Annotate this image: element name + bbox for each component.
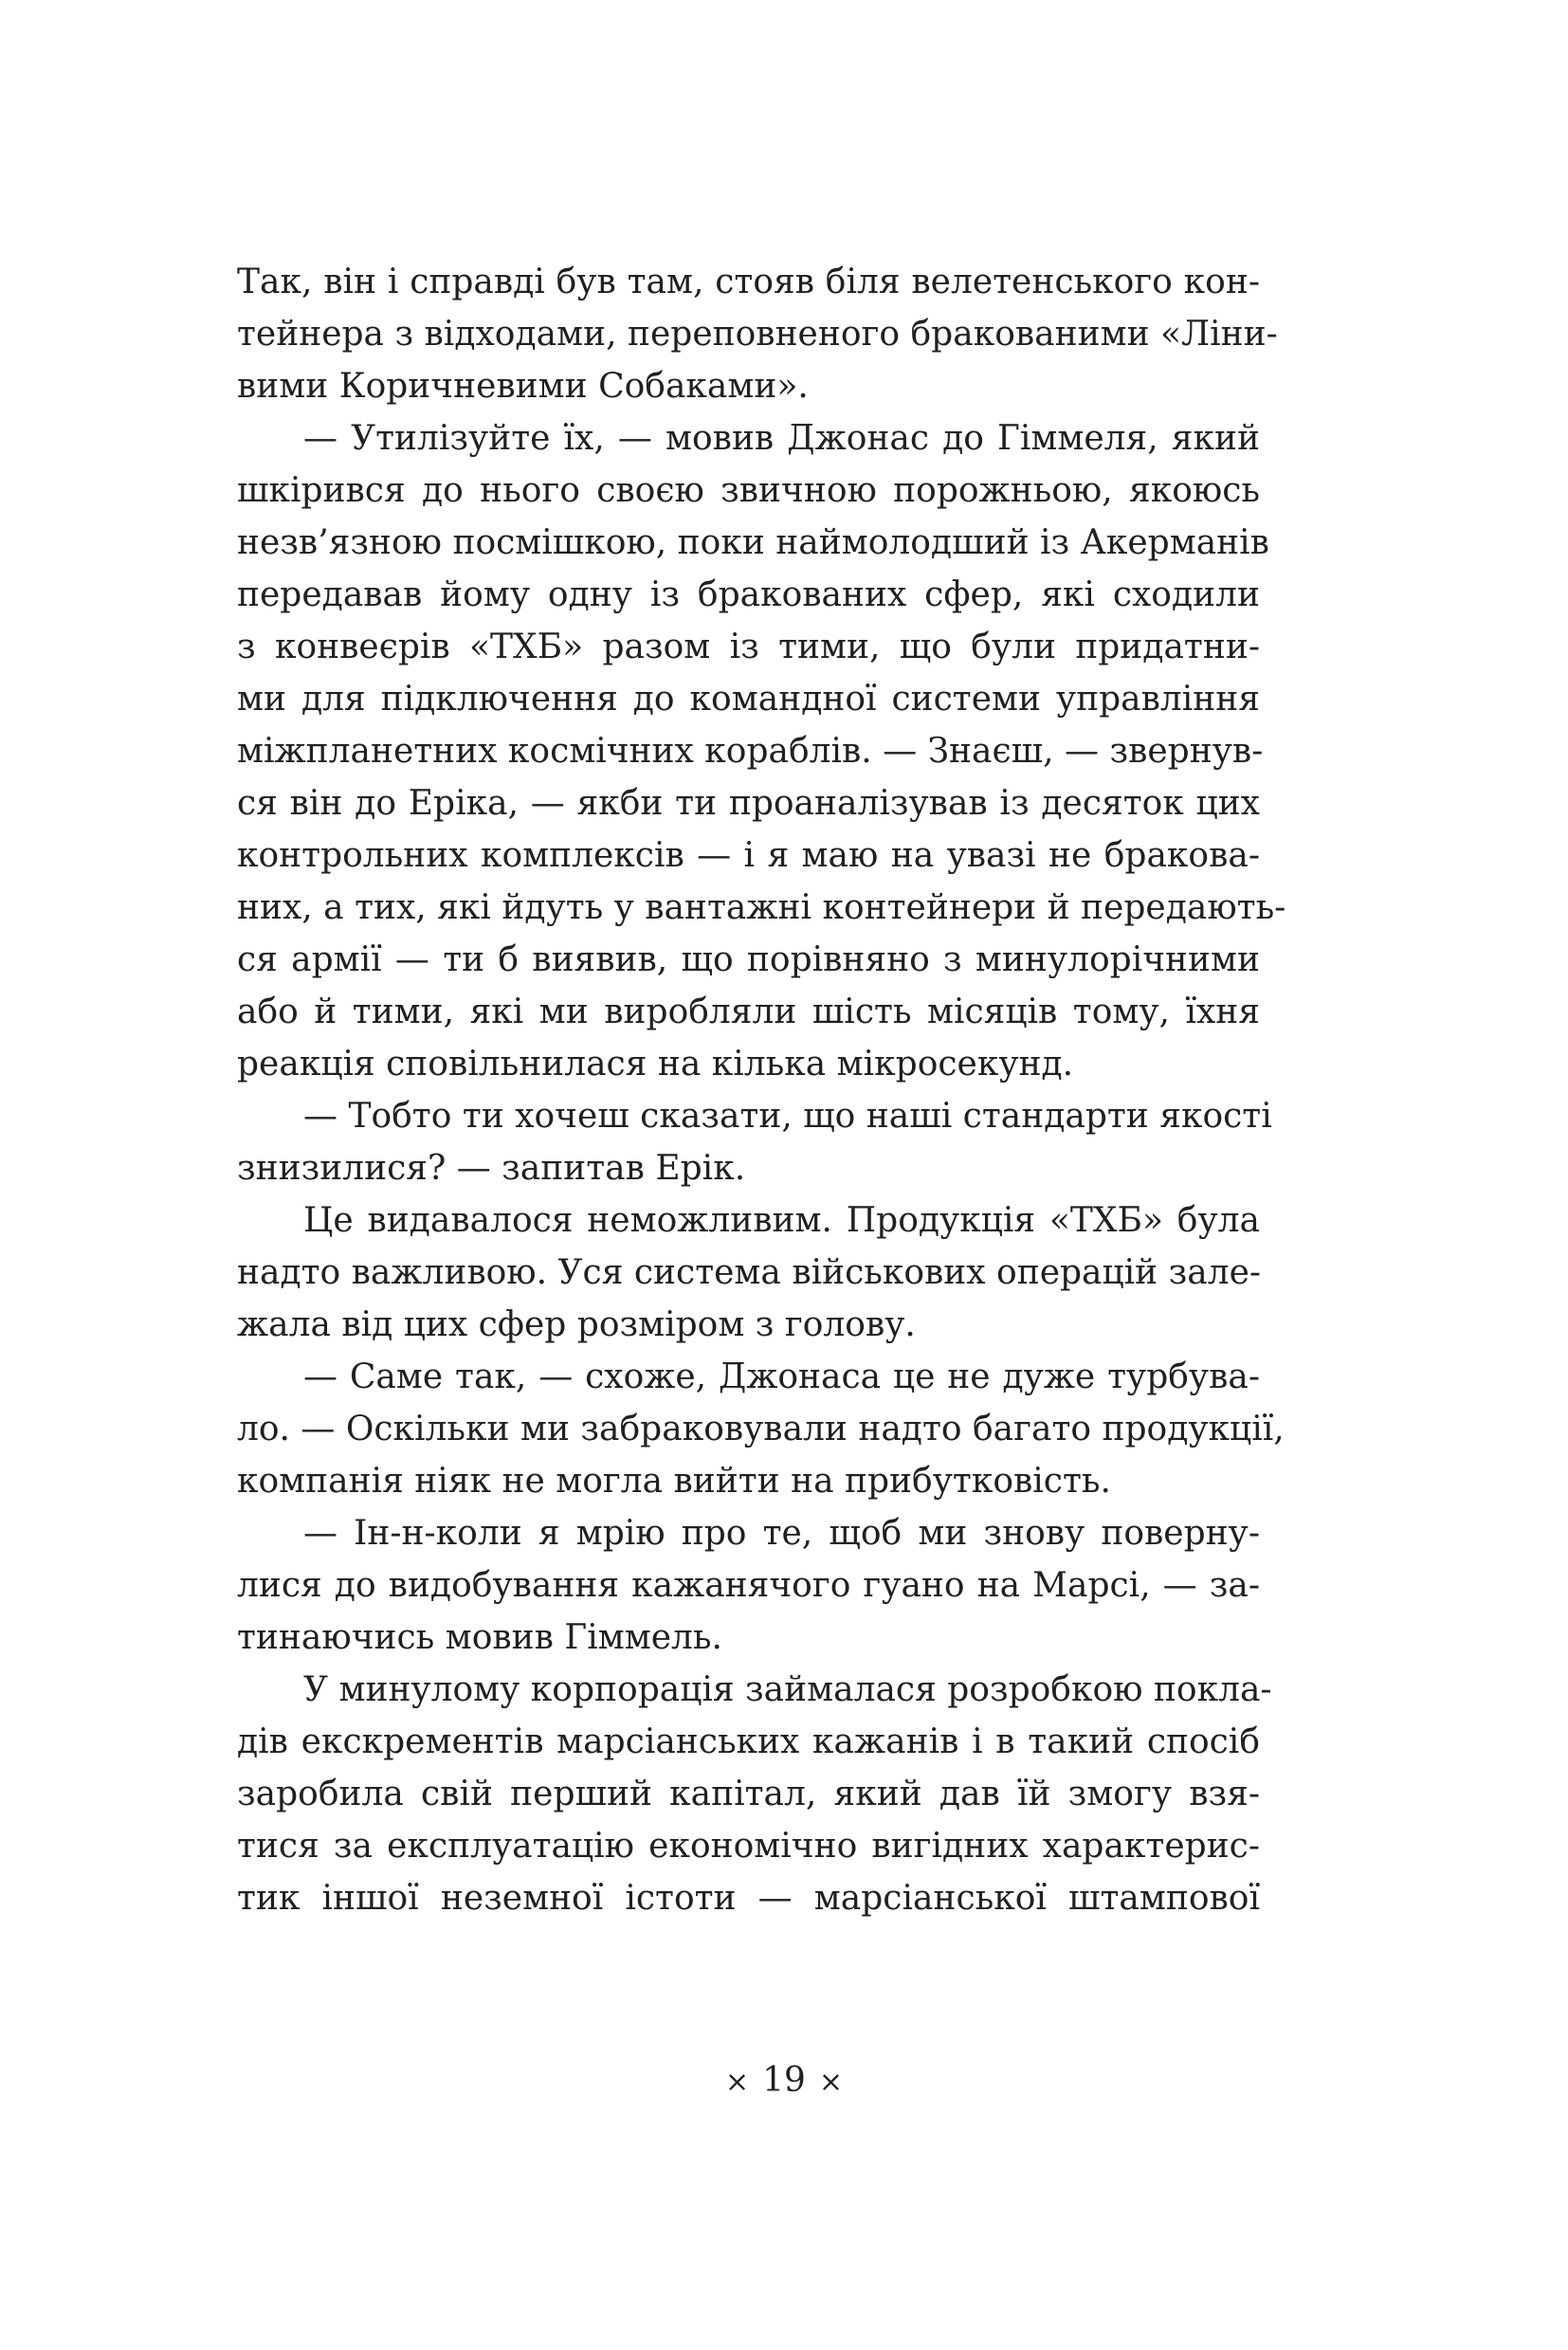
page-number [0,2057,1568,2106]
text-line: тик іншої неземної істоти — марсіанської штампової [237,1879,1260,1918]
text-line: заробила свій перший капітал, який дав їй змогу взя- [237,1775,1260,1813]
text-line: — Тобто ти хочеш сказати, що наші стандарти якості [303,1097,1272,1136]
text-line: тися за експлуатацію економічно вигідних характерис- [237,1827,1260,1866]
text-line: — Ін-н-коли я мрію про те, щоб ми знову поверну- [303,1514,1260,1553]
text-line: передавав йому одну із бракованих сфер, які сходили [237,575,1260,614]
text-line: У минулому корпорація займалася розробкою покла- [303,1670,1272,1709]
text-line: — Саме так, — схоже, Джонаса це не дуже турбува- [303,1357,1260,1396]
text-line: ло. — Оскільки ми забраковували надто багато продукції, [237,1410,1285,1448]
text-line: дів екскрементів марсіанських кажанів і в такий спосіб [237,1722,1260,1761]
text-line: ся він до Еріка, — якби ти проаналізував із десяток цих [237,784,1260,823]
text-line: або й тими, які ми виробляли шість місяців тому, їхня [237,993,1260,1031]
text-line: знизилися? — запитав Ерік. [237,1149,746,1188]
body-text [237,256,1286,1924]
text-line: тинаючись мовив Гіммель. [237,1618,722,1657]
text-line: ми для підключення до командної системи управління [237,680,1260,719]
text-line: компанія ніяк не могла вийти на прибутковість. [237,1462,1111,1501]
text-line: міжпланетних космічних кораблів. — Знаєш, — звернув- [237,732,1264,771]
folio-ornament-left: × [724,2066,750,2099]
text-line: з конвеєрів «ТХБ» разом із тими, що були придатни- [237,628,1260,666]
folio-ornament-right: × [818,2066,844,2099]
text-line: — Утилізуйте їх, — мовив Джонас до Гіммеля, який [303,419,1260,458]
text-line: незв’язною посмішкою, поки наймолодший із Акерманів [237,523,1269,562]
text-line: реакція сповільнилася на кілька мікросекунд. [237,1045,1074,1084]
text-line: тейнера з відходами, переповненого бракованими «Ліни- [237,315,1278,354]
text-line: жала від цих сфер розміром з голову. [237,1305,916,1344]
text-line: ся армії — ти б виявив, що порівняно з минулорічними [237,940,1260,979]
text-line: контрольних комплексів — і я маю на увазі не бракова- [237,836,1260,875]
text-line: них, а тих, які йдуть у вантажні контейнери й передають- [237,888,1286,927]
text-line: надто важливою. Уся система військових операцій зале- [237,1253,1262,1292]
text-line: Так, він і справді був там, стояв біля велетенського кон- [237,263,1260,301]
text-line: вими Коричневими Собаками». [237,367,809,406]
page-number-value: 19 [762,2061,806,2100]
text-line: лися до видобування кажанячого гуано на Марсі, — за- [237,1566,1260,1605]
text-line: шкірився до нього своєю звичною порожньою, якоюсь [237,471,1260,510]
text-line: Це видавалося неможливим. Продукція «ТХБ» була [303,1201,1260,1240]
